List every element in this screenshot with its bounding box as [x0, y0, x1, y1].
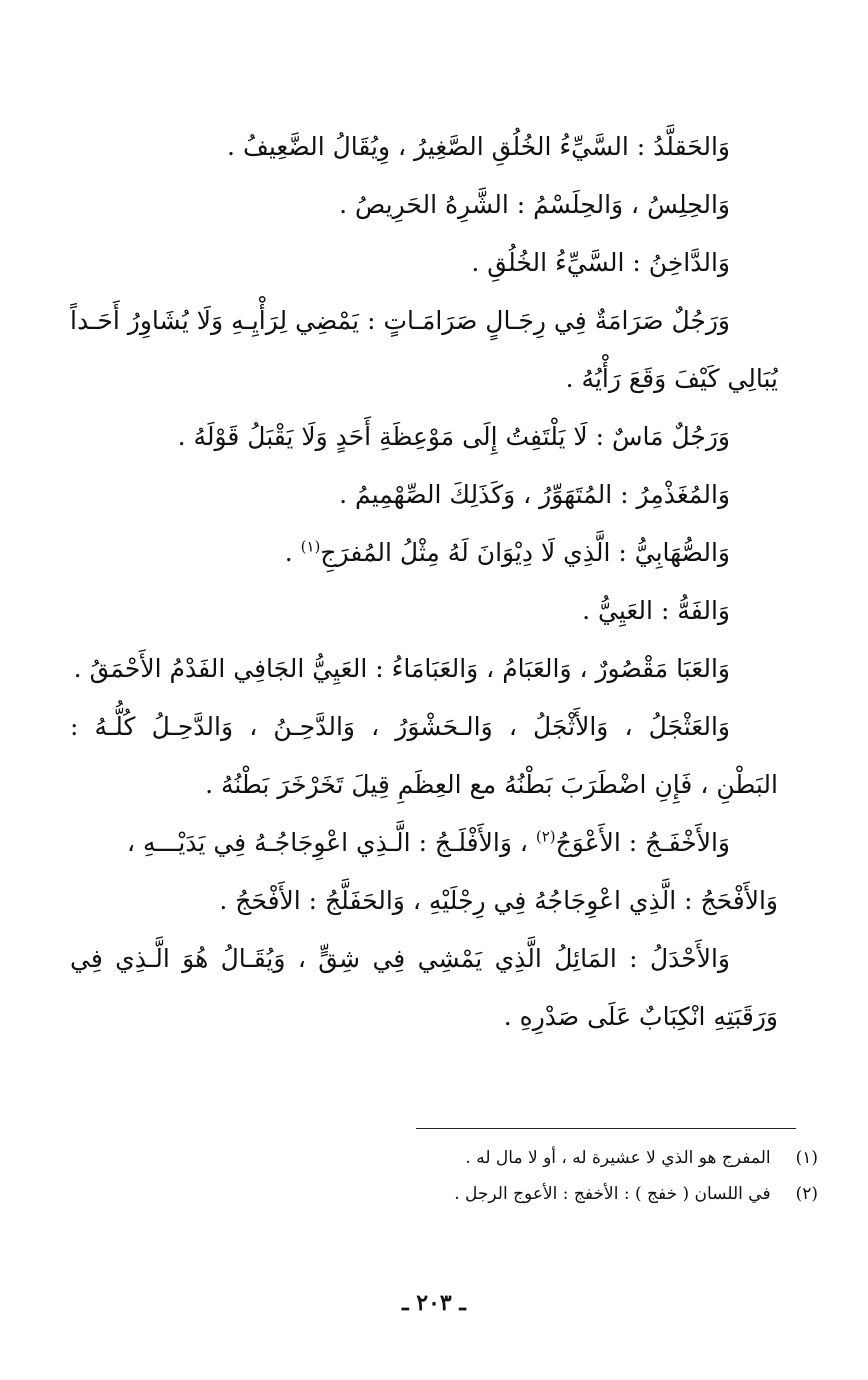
footnote-number: (٢) [795, 1184, 818, 1204]
main-text [70, 118, 778, 1046]
entry-fahh: وَالفَهُّ : العَيِيُّ . [582, 596, 730, 625]
entry-saramah-line-2: يُبَالِي كَيْفَ وَقَعَ رَأْيُهُ . [565, 364, 778, 393]
footnote-divider [416, 1128, 796, 1129]
entry-mas: وَرَجُلٌ مَاسٌ : لَا يَلْتَفِتُ إِلَى مَوْعِظَةِ أَحَدٍ وَلَا يَقْبَلُ قَوْلَهُ . [177, 422, 730, 451]
entry-athjal-line-1: وَالعَثْجَلُ ، وَالأَثْجَلُ ، وَالـحَشْوَرُ ، وَالدَّحِـنُ ، وَالدَّحِـلُ كُلُّـهُ : [70, 712, 730, 741]
footnote-ref-1: (١) [300, 537, 321, 556]
footnotes [120, 1140, 818, 1212]
page-number: ـ ٢٠٣ ـ [402, 1290, 466, 1316]
footnote-text: في اللسان ( خفج ) : الأخفج : الأعوج الرجل . [454, 1184, 771, 1204]
entry-haqallad: وَالحَقلَّدُ : السَّيِّءُ الخُلُقِ الصَّغِيرُ ، وِيُقَالُ الضَّعِيفُ . [227, 132, 730, 161]
footnote-2 [120, 1176, 818, 1212]
footnote-number: (١) [795, 1148, 818, 1168]
entry-mughadhmir: وَالمُغَذْمِرُ : المُتَهَوِّرُ ، وَكَذَلِكَ الصِّهْمِيمُ . [339, 480, 730, 509]
entry-dakhin: وَالدَّاخِنُ : السَّيِّءُ الخُلُقِ . [471, 248, 730, 277]
entry-saramah-line-1: وَرَجُلٌ صَرَامَةٌ فِي رِجَـالٍ صَرَامَـاتٍ : يَمْضِي لِرَأْيِـهِ وَلَا يُشَاوِرُ أَحَـداً [70, 306, 730, 335]
entry-akhfaj-line-1: وَالأَخْفَـجُ : الأَعْوَجُ$^{(٢)}$ ، وَالأَفْلَـجُ : الَّـذِي اعْوِجَاجُـهُ فِي يَدَيْـــهِ ، [126, 827, 730, 857]
footnote-1 [120, 1140, 818, 1176]
entry-hilis: وَالحِلِسُ ، وَالحِلَسْمُ : الشَّرِهُ الحَرِيصُ . [339, 190, 730, 219]
entry-suhabi: وَالصُّهَابِيُّ : الَّذِي لَا دِيْوَانَ لَهُ مِثْلُ المُفرَجِ$^{(١)}$ . [284, 537, 730, 567]
entry-ahdal-line-1: وَالأَحْدَلُ : المَائِلُ الَّذِي يَمْشِي فِي شِقٍّ ، وَيُقَـالُ هُوَ الَّـذِي فِي [70, 944, 730, 973]
footnote-ref-2: (٢) [535, 827, 556, 846]
entry-ahdal-line-2: وَرَقَبَتِهِ انْكِبَابٌ عَلَى صَدْرِهِ . [503, 1002, 778, 1031]
entry-aba: وَالعَبَا مَقْصُورٌ ، وَالعَبَامُ ، وَالعَبَامَاءُ : العَيِيُّ الجَافِي الفَدْمُ الأَحْمَقُ . [73, 654, 730, 683]
footnote-text: المفرج هو الذي لا عشيرة له ، أو لا مال له . [465, 1148, 771, 1168]
entry-akhfaj-line-2: وَالأَفْحَجُ : الَّذِي اعْوِجَاجُهُ فِي رِجْلَيْهِ ، وَالحَفَلَّجُ : الأَفْحَجُ . [219, 886, 778, 915]
entry-athjal-line-2: البَطْنِ ، فَإِنِ اضْطَرَبَ بَطْنُهُ مع العِظَمِ قِيلَ تَخَرْخَرَ بَطْنُهُ . [205, 770, 778, 799]
